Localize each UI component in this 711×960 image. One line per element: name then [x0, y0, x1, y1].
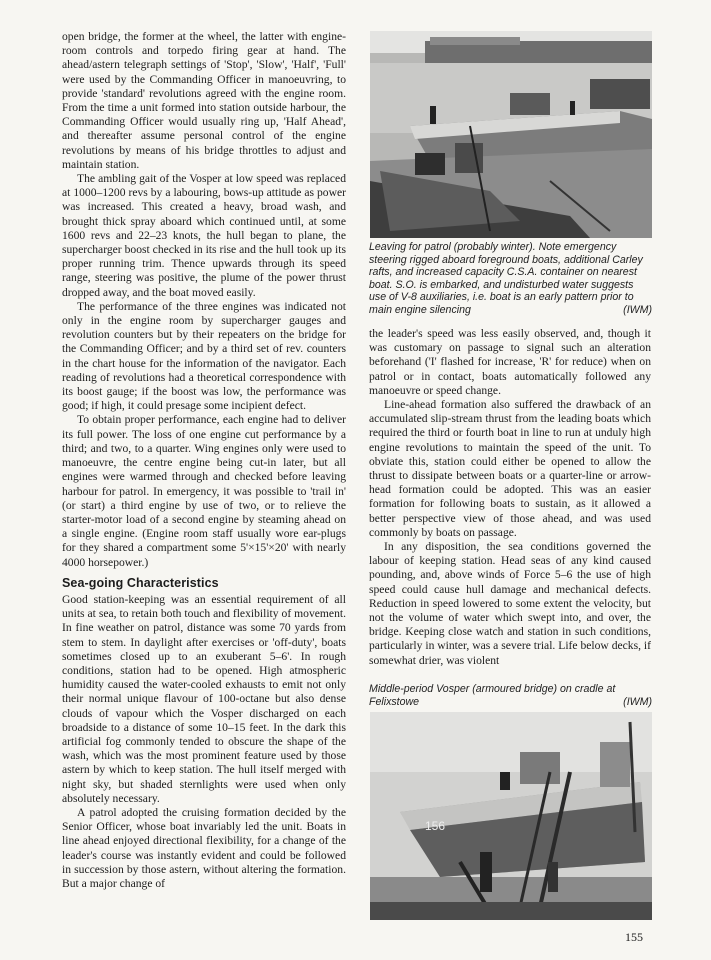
- body-paragraph: the leader's speed was less easily observed, and, though it was customary on passage to signal such an alteration beforehand ('I' flashed for increase, 'R' for reduce) when on patrol or in contact, boats automatically followed any manoeuvre or speed change.: [369, 327, 651, 397]
- right-text-column: [369, 327, 651, 668]
- page-number: 155: [625, 930, 643, 944]
- body-paragraph: In any disposition, the sea conditions governed the labour of keeping station. Head seas of any kind caused pounding, and, above winds of Force 5–6 the use of high speed could cause hull damage and mechanical defects. Reduction in speed lowered to some extent the velocity, but not the volume of water which swept into, and over, the bridge. Keeping close watch and station in such conditions, particularly in winter, was a severe trial. Life below decks, if somewhat drier, was violent: [369, 540, 651, 667]
- body-paragraph: Good station-keeping was an essential requirement of all units at sea, to retain both touch and flexibility of movement. In fine weather on patrol, distance was some 70 yards from stem to stem. In daylight after exercises or 'off-duty', boats sometimes closed up to an exuberant 5–6'. In rough conditions, station had to be opened. High atmospheric humidity caused the water-cooled exhausts to emit not only their normal unique flavour of 100-octane but also dense clouds of vapour which the Vosper discharged on each broadside to a distance of some 10–15 feet. In the dark this artificial fog commonly tended to obscure the shape of the wash, which was the most prominent feature used by those astern by which to keep station. The hull itself merged with night sky, but shaded sternlights were used when only absolutely necessary.: [62, 592, 346, 805]
- photo-credit: (IWM): [623, 303, 652, 316]
- body-paragraph: Line-ahead formation also suffered the drawback of an accumulated slip-stream thrust from the leading boats which required the third or fourth boat in line to run at unduly high engine revolutions to maintain the speed of the unit. To obviate this, station could either be opened to allow the thrust to dissipate between boats or a quarter-line or arrow-head formation could be adopted. This was an easier formation for following boats to sustain, as it allowed a better perspective view of those ahead, and was used commonly by boats on passage.: [369, 398, 651, 539]
- body-paragraph: To obtain proper performance, each engine had to deliver its full power. The loss of one engine cut performance by a third; and two, to a quarter. Wing engines only were used to manoeuvre, the centre engine being cut-in later, but all engines were warmed through and checked before leaving harbour for patrol. In emergency, it was possible to 'trail in' (or start) a third engine by use of two, or to relieve the starter-motor load of a second engine by steaming ahead on a single engine. (Engine room staff usually wore ear-plugs for they shared a compartment some 5'×15'×20' with nearly 4000 horsepower.): [62, 413, 346, 569]
- svg-text:156: 156: [425, 819, 446, 833]
- photo-vosper-on-cradle: [370, 712, 652, 920]
- photo-caption-top: [369, 241, 652, 317]
- caption-text: Leaving for patrol (probably winter). Note emergency steering rigged aboard foreground boats, additional Carley rafts, and increased capacity C.S.A. container on nearest boat. S.O. is embarked, and undisturbed water suggests use of V-8 auxiliaries, i.e. boat is an early pattern prior to main engine silencing: [369, 241, 643, 316]
- body-paragraph: open bridge, the former at the wheel, the latter with engine-room controls and torpedo firing gear at hand. The ahead/astern telegraph settings of 'Stop', 'Slow', 'Half', 'Full' were used by the Commanding Officer in manoeuvring, to provide 'standard' revolutions agreed with the engine room. From the time a unit formed into station outside harbour, the Commanding Officer would usually ring up, 'Half Ahead', and thereafter assume personal control of the engine revolutions by means of his bridge throttles to adjust and maintain station.: [62, 30, 346, 171]
- section-heading: Sea-going Characteristics: [62, 575, 219, 590]
- body-paragraph: A patrol adopted the cruising formation decided by the Senior Officer, whose boat invariably led the unit. Boats in line ahead enjoyed directional flexibility, for a change of the leader's course was instantly evident and could be followed in succession by those astern, without altering the formation. But a major change of: [62, 805, 346, 890]
- body-paragraph: The performance of the three engines was indicated not only in the engine room by supercharger gauges and revolution counters but by their repeaters on the bridge for the Commanding Officer; and by a third set of rev. counters in the chart house for the information of the navigator. Each reading of revolutions had a theoretical correspondence with its boost gauge; if the boost was low, the performance was good; if high, it could presage some incipient defect.: [62, 299, 346, 413]
- photo-credit: (IWM): [623, 695, 652, 708]
- caption-text: Middle-period Vosper (armoured bridge) on cradle at Felixstowe: [369, 683, 616, 708]
- photo-caption-bottom: [369, 683, 652, 708]
- left-text-column: [62, 30, 346, 891]
- photo-boats-leaving-patrol: [370, 31, 652, 238]
- body-paragraph: The ambling gait of the Vosper at low speed was replaced at 1000–1200 revs by a labouring, bows-up attitude as power was increased. This created a heavy, broad wash, and brought thick spray aboard which continued until, at some 1600 revs and 22–23 knots, the hull began to plane, the supercharger boost checked in its rise and the hull took up its proper running trim. Thence upwards through its speed range, steering was positive, the plume of the power thrust dropped away, and the boat moved easily.: [62, 172, 346, 299]
